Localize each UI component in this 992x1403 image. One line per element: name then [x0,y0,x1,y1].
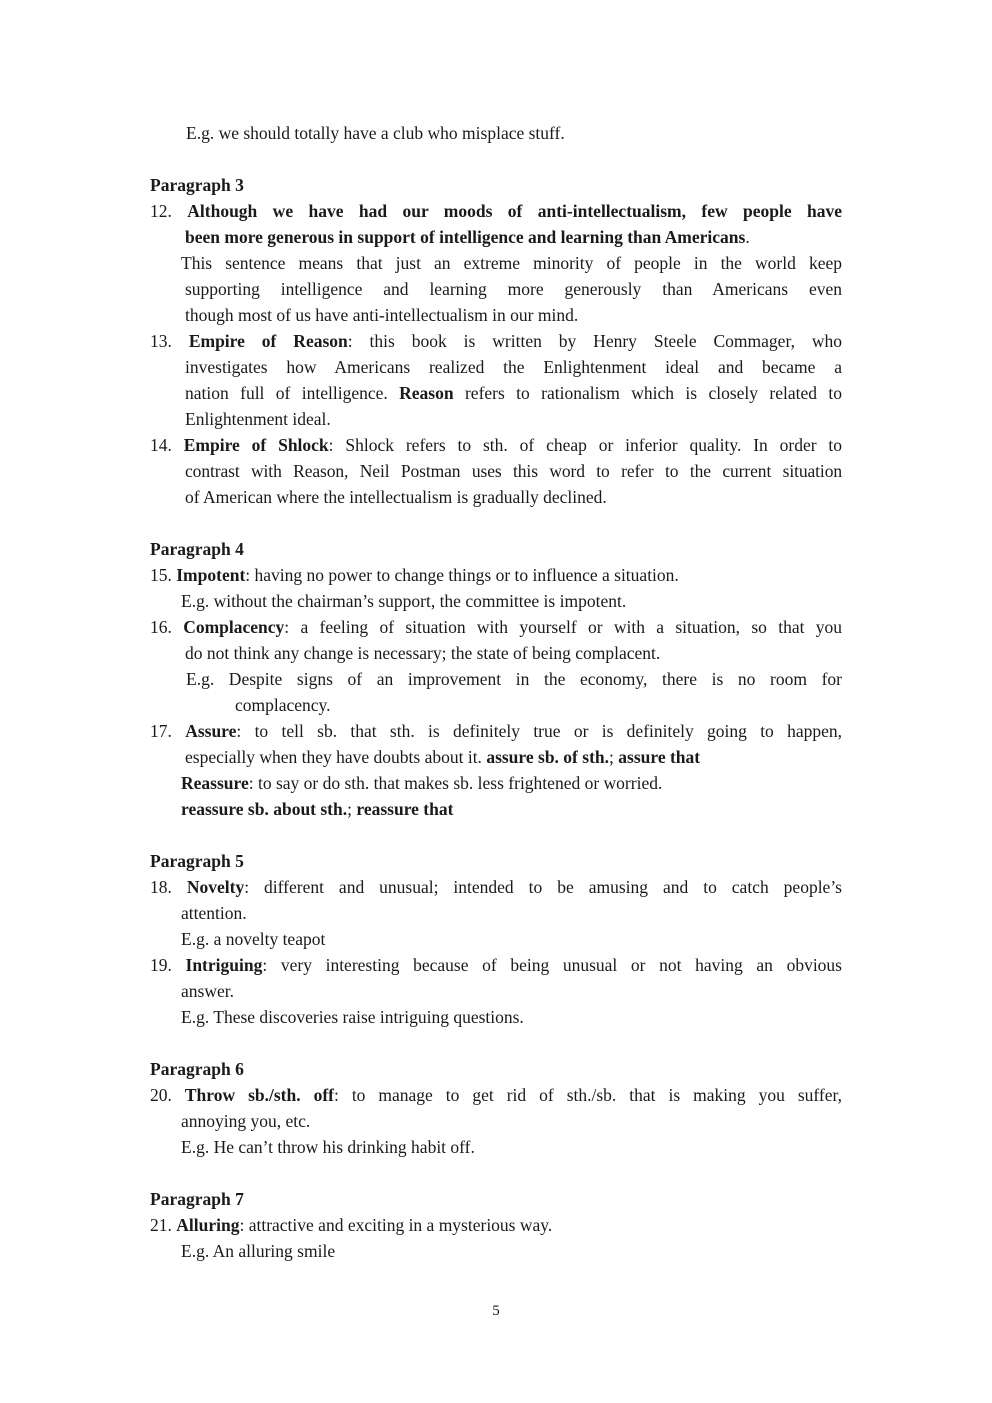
item-12-line-1 [150,198,842,224]
item-15-line-1 [150,562,679,588]
item-17-line-4 [181,796,453,822]
item-17-line-1 [150,718,842,744]
item-19-line-2: answer. [181,981,234,1001]
item-19-line-1-rest: : very interesting because of being unusual or not having an obvious [262,955,842,975]
item-21-line-1-rest: : attractive and exciting in a mysterious way. [239,1215,553,1235]
item-13-line-2: investigates how Americans realized the Enlightenment ideal and became a [185,357,842,377]
item-number: 16. [150,617,172,637]
item-20-line-1-rest: : to manage to get rid of sth./sb. that is making you suffer, [333,1085,842,1105]
item-number: 18. [150,877,172,897]
item-13-line-1 [150,328,842,354]
item-12-bold-line-2: been more generous in support of intelligence and learning than Americans [185,227,746,247]
item-number: 17. [150,721,172,741]
item-21-term: Alluring [176,1215,240,1235]
item-17-collocation-4: reassure that [356,799,454,819]
item-13-line-4: Enlightenment ideal. [185,409,331,429]
item-20-line-2: annoying you, etc. [181,1111,311,1131]
item-12-explanation-2: supporting intelligence and learning more generously than Americans even [185,279,842,299]
page-number: 5 [492,1303,500,1319]
intro-example: E.g. we should totally have a club who misplace stuff. [186,123,565,143]
item-16-example-2: complacency. [235,695,331,715]
item-13-reason-term: Reason [399,383,454,403]
item-12-explanation-3: though most of us have anti-intellectualism in our mind. [185,305,579,325]
item-15-line-1-rest: : having no power to change things or to influence a situation. [245,565,679,585]
item-19-term: Intriguing [185,955,263,975]
paragraph-6-heading: Paragraph 6 [150,1059,244,1079]
item-19-example: E.g. These discoveries raise intriguing questions. [181,1007,524,1027]
item-17-collocation-1: assure sb. of sth. [486,747,610,767]
paragraph-7-heading: Paragraph 7 [150,1189,244,1209]
item-20-line-1 [150,1082,842,1108]
item-16-example-1: E.g. Despite signs of an improvement in the economy, there is no room for [186,669,842,689]
item-21-example: E.g. An alluring smile [181,1241,336,1261]
item-15-example: E.g. without the chairman’s support, the committee is impotent. [181,591,627,611]
item-number: 13. [150,331,172,351]
paragraph-3-heading: Paragraph 3 [150,175,244,195]
item-14-line-3: of American where the intellectualism is gradually declined. [185,487,607,507]
item-14-term: Empire of Shlock [183,435,329,455]
paragraph-4-heading: Paragraph 4 [150,539,244,559]
item-18-line-1 [150,874,842,900]
item-17-reassure-term: Reassure [181,773,249,793]
item-17-line-1-rest: : to tell sb. that sth. is definitely true or is definitely going to happen, [236,721,843,741]
item-12-bold-line-1: Although we have had our moods of anti-intellectualism, few people have [187,201,842,221]
item-13-line-3 [185,380,842,406]
item-number: 20. [150,1085,172,1105]
paragraph-5-heading: Paragraph 5 [150,851,244,871]
item-17-line-2-pre: especially when they have doubts about it. [185,747,487,767]
item-16-term: Complacency [183,617,285,637]
item-16-line-2: do not think any change is necessary; the state of being complacent. [185,643,661,663]
item-17-collocation-2: assure that [618,747,701,767]
item-16-line-1 [150,614,842,640]
item-17-line-2 [185,744,700,770]
item-14-line-1-rest: : Shlock refers to sth. of cheap or inferior quality. In order to [328,435,843,455]
item-19-line-1 [150,952,842,978]
item-17-term: Assure [185,721,237,741]
item-17-line-3 [181,770,662,796]
item-21-line-1 [150,1212,552,1238]
item-12-explanation-1: This sentence means that just an extreme minority of people in the world keep [181,253,842,273]
item-number: 19. [150,955,172,975]
item-number: 14. [150,435,172,455]
item-number: 15. [150,565,172,585]
item-13-term: Empire of Reason [188,331,348,351]
item-13-line-3-post: refers to rationalism which is closely related to [453,383,842,403]
separator: ; [609,747,619,767]
item-17-line-3-rest: : to say or do sth. that makes sb. less frightened or worried. [248,773,663,793]
item-15-term: Impotent [176,565,246,585]
item-number: 12. [150,201,172,221]
item-16-line-1-rest: : a feeling of situation with yourself or with a situation, so that you [284,617,843,637]
item-14-line-1 [150,432,842,458]
item-13-line-3-pre: nation full of intelligence. [185,383,400,403]
item-14-line-2: contrast with Reason, Neil Postman uses this word to refer to the current situation [185,461,842,481]
item-17-collocation-3: reassure sb. about sth. [181,799,348,819]
item-18-line-1-rest: : different and unusual; intended to be amusing and to catch people’s [244,877,842,897]
item-18-line-2: attention. [181,903,247,923]
item-number: 21. [150,1215,172,1235]
item-20-example: E.g. He can’t throw his drinking habit off. [181,1137,475,1157]
item-20-term: Throw sb./sth. off [184,1085,334,1105]
item-18-term: Novelty [186,877,245,897]
item-13-line-1-rest: : this book is written by Henry Steele Commager, who [347,331,843,351]
separator: ; [347,799,357,819]
item-12-period: . [745,227,750,247]
item-12-line-2 [185,224,750,250]
item-18-example: E.g. a novelty teapot [181,929,326,949]
